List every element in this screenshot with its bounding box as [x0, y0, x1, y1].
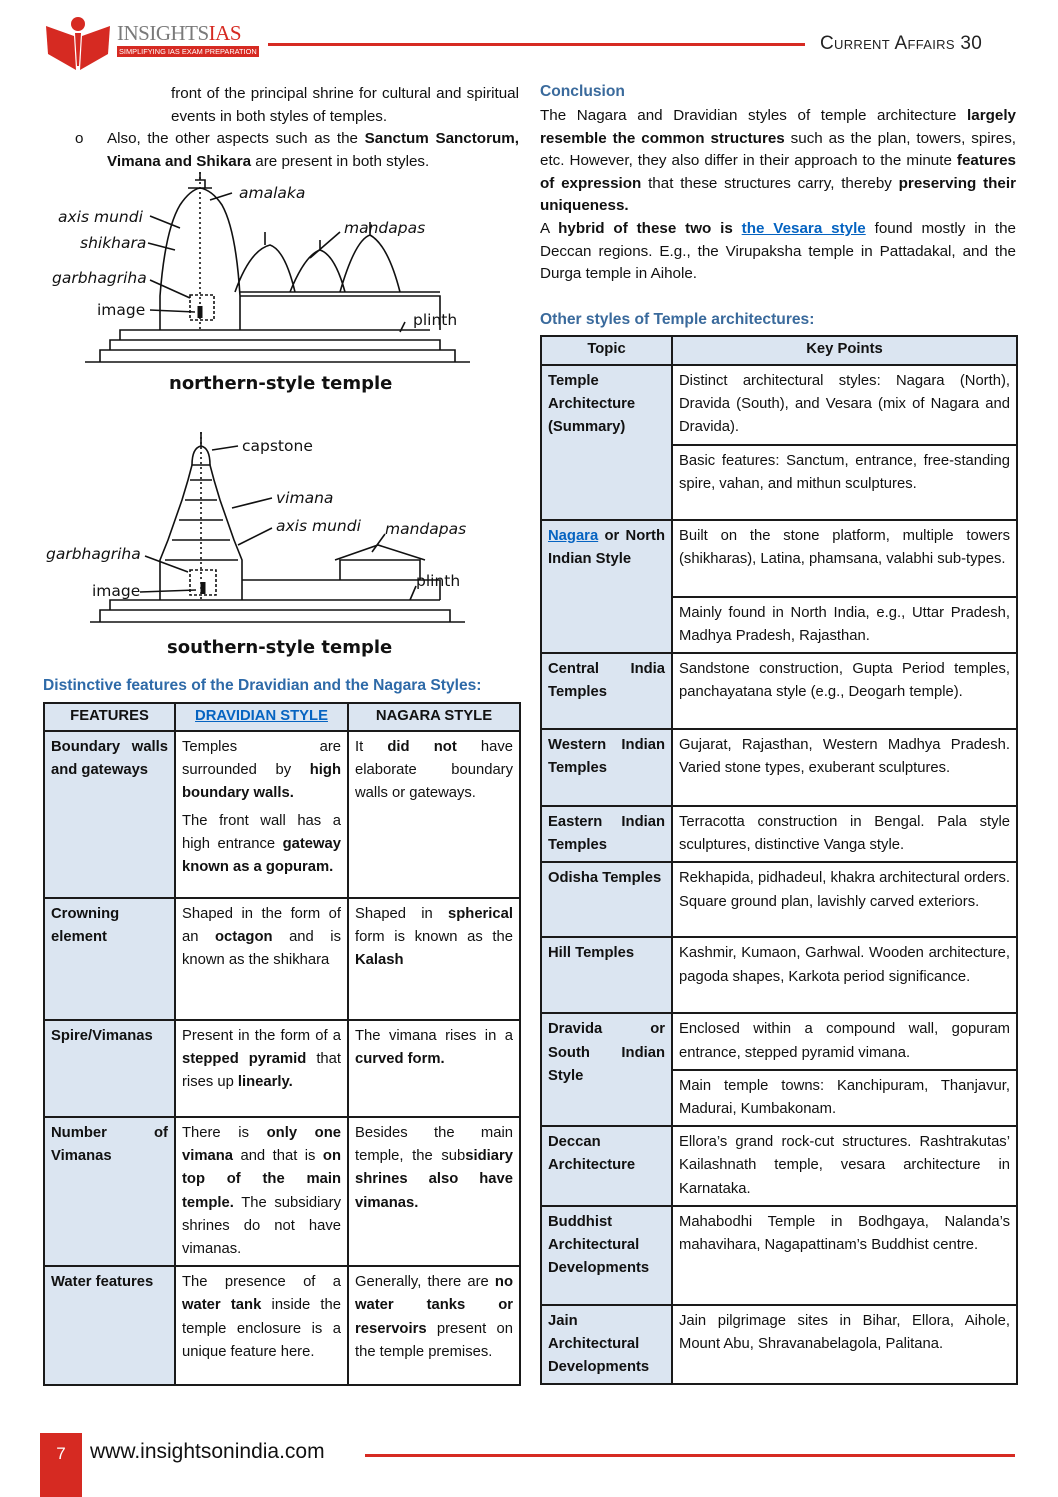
- bold-text: largely resemble the common structures: [540, 107, 1016, 147]
- text-run: Western Indian Temples: [548, 737, 665, 777]
- page-number: 7: [56, 1444, 66, 1463]
- right-table-title: Other styles of Temple architectures:: [540, 311, 815, 328]
- topic-cell: [541, 806, 672, 862]
- bold-text: on top of the main temple.: [182, 1148, 341, 1211]
- dravidian-cell: [175, 731, 348, 898]
- text-run: Also, the other aspects such as the: [107, 130, 365, 147]
- topic-cell: [541, 1305, 672, 1385]
- text-run: The front wall has a high entrance: [182, 812, 341, 852]
- dravidian-cell: [175, 1020, 348, 1117]
- bold-text: Kalash: [355, 952, 404, 969]
- key-point-cell: Built on the stone platform, multiple towers (shikharas), Latina, phamsana, valabhi sub-types.: [672, 520, 1017, 597]
- page-title: Current Affairs 30: [820, 33, 983, 54]
- text-run: that rises up: [182, 1051, 342, 1091]
- footer-url[interactable]: www.insightsonindia.com: [90, 1440, 325, 1463]
- nagara-cell: [348, 1020, 520, 1117]
- col-header-features: FEATURES: [44, 703, 175, 731]
- text-run: that these structures carry, thereby: [641, 174, 899, 192]
- text-run: Temple Architecture (Summary): [548, 373, 636, 436]
- nagara-cell: [348, 731, 520, 898]
- table-row: [541, 806, 1017, 862]
- bold-text: no water tanks or reservoirs: [355, 1274, 513, 1337]
- label-plinth-south: plinth: [416, 572, 461, 590]
- dravidian-cell: [175, 1266, 348, 1385]
- text-run: Deccan Architecture: [548, 1134, 636, 1174]
- logo-text-accent: IAS: [208, 21, 242, 45]
- key-point-cell: Enclosed within a compound wall, gopuram entrance, stepped pyramid vimana.: [672, 1013, 1017, 1069]
- key-point-cell: Mahabodhi Temple in Bodhgaya, Nalanda’s mahavihara, Nagapattinam’s Buddhist centre.: [672, 1206, 1017, 1305]
- feature-cell: Spire/Vimanas: [44, 1020, 175, 1117]
- table-row: [44, 898, 520, 1020]
- bold-text: curved form.: [355, 1051, 445, 1068]
- table-row: [541, 365, 1017, 445]
- text-run: have elaborate boundary walls or gateways.: [355, 739, 513, 802]
- label-image: image: [97, 301, 146, 319]
- comparison-table: [43, 702, 521, 1386]
- bold-text: octagon: [215, 929, 273, 946]
- table-row: [541, 1206, 1017, 1305]
- vesara-paragraph: [540, 218, 1016, 286]
- topic-cell: [541, 520, 672, 653]
- text-run: are present in both styles.: [251, 152, 430, 170]
- text-run: front of the principal shrine for cultural and spiritual events in both styles of temples.: [171, 85, 519, 125]
- key-point-cell: Distinct architectural styles: Nagara (North), Dravida (South), and Vesara (mix of Nagara and Dravida).: [672, 365, 1017, 445]
- label-garbhagriha-south: garbhagriha: [46, 545, 141, 563]
- topic-cell: [541, 365, 672, 520]
- nagara-cell: [348, 1117, 520, 1266]
- table-row: [44, 1020, 520, 1117]
- cell-paragraph: [182, 1271, 341, 1364]
- bullet-text: [107, 128, 519, 173]
- text-run: Temples are surrounded by: [182, 739, 341, 779]
- table-row: [44, 1117, 520, 1266]
- bold-text: linearly.: [237, 1074, 293, 1091]
- key-point-cell: Terracotta construction in Bengal. Pala style sculptures, distinctive Vanga style.: [672, 806, 1017, 862]
- label-vimana: vimana: [276, 489, 334, 507]
- text-run: Eastern Indian Temples: [548, 814, 665, 854]
- text-run: and that is: [233, 1148, 323, 1165]
- bold-text: preserving their uniqueness.: [540, 174, 1016, 215]
- text-run: A: [540, 220, 559, 237]
- key-point-cell: Basic features: Sanctum, entrance, free-standing spire, vahan, and mithun sculptures.: [672, 445, 1017, 520]
- topic-cell: [541, 1126, 672, 1206]
- bold-text: features of expression: [540, 152, 1016, 192]
- cell-paragraph: [182, 903, 341, 973]
- col-header-nagara: NAGARA STYLE: [348, 703, 520, 731]
- bold-text: Sanctum Sanctorum, Vimana and Shikara: [107, 130, 519, 170]
- text-run: form is known as the: [355, 929, 513, 946]
- cell-paragraph: [355, 903, 513, 973]
- dravidian-link[interactable]: DRAVIDIAN STYLE: [195, 708, 328, 724]
- label-image-south: image: [92, 582, 141, 600]
- header-rule: [268, 43, 805, 46]
- inline-link[interactable]: the Vesara style: [741, 220, 866, 237]
- nagara-cell: [348, 898, 520, 1020]
- table-row: [541, 729, 1017, 806]
- dravidian-cell: [175, 898, 348, 1020]
- table-row: [44, 731, 520, 898]
- bullet-marker: o: [75, 130, 84, 147]
- feature-cell: Boundary walls and gateways: [44, 731, 175, 898]
- key-point-cell: Kashmir, Kumaon, Garhwal. Wooden architecture, pagoda shapes, Karkota period significance.: [672, 937, 1017, 1013]
- table-row: [541, 937, 1017, 1013]
- text-run: Generally, there are: [355, 1274, 495, 1291]
- footer-rule: [365, 1454, 1015, 1457]
- table-row: [44, 1266, 520, 1385]
- col-header-dravidian[interactable]: [175, 703, 348, 731]
- table-row: [541, 520, 1017, 597]
- key-point-cell: Gujarat, Rajasthan, Western Madhya Pradesh. Varied stone types, exuberant sculptures.: [672, 729, 1017, 806]
- label-garbhagriha: garbhagriha: [52, 269, 147, 287]
- feature-cell: Number of Vimanas: [44, 1117, 175, 1266]
- logo: [44, 14, 257, 72]
- text-run: Jain Architectural Developments: [548, 1312, 650, 1376]
- dravidian-cell: [175, 1117, 348, 1266]
- text-run: The vimana rises in a: [355, 1028, 513, 1044]
- label-axis-mundi: axis mundi: [58, 208, 143, 226]
- table-row: [541, 1013, 1017, 1069]
- cell-paragraph: [355, 1271, 513, 1364]
- bold-text: water tank: [182, 1297, 262, 1314]
- label-plinth: plinth: [413, 311, 458, 329]
- text-run: Dravida or South Indian Style: [548, 1021, 665, 1084]
- table-row: [541, 1126, 1017, 1206]
- text-run: present on the temple premises.: [355, 1320, 513, 1360]
- feature-cell: Crowning element: [44, 898, 175, 1020]
- book-logo-icon: [44, 14, 112, 72]
- text-run: inside the temple enclosure is a unique feature here.: [182, 1297, 341, 1360]
- table-row: [541, 1305, 1017, 1385]
- bold-text: spherical: [448, 906, 513, 922]
- text-run: It: [355, 739, 388, 755]
- feature-cell: Water features: [44, 1266, 175, 1385]
- text-run: The subsidiary shrines do not have vimanas.: [182, 1194, 341, 1258]
- table-row: [541, 653, 1017, 729]
- cell-paragraph: [182, 1122, 341, 1261]
- logo-text-main: INSIGHTS: [117, 21, 209, 45]
- logo-tagline: SIMPLIFYING IAS EXAM PREPARATION: [119, 47, 257, 56]
- text-run: Odisha Temples: [548, 870, 662, 887]
- caption-southern-style: southern-style temple: [167, 637, 393, 658]
- conclusion-paragraph: [540, 105, 1016, 218]
- nagara-cell: [348, 1266, 520, 1385]
- text-run: Besides the main temple, the sub: [355, 1125, 513, 1165]
- bold-text: sidiary shrines also have vimanas.: [355, 1148, 513, 1211]
- text-run: Central India Temples: [548, 661, 665, 701]
- topic-cell: [541, 862, 672, 937]
- cell-paragraph: [182, 736, 341, 806]
- text-run: The Nagara and Dravidian styles of temple architecture: [540, 107, 968, 124]
- label-mandapas: mandapas: [344, 219, 426, 237]
- label-axis-mundi-south: axis mundi: [276, 517, 361, 535]
- cell-paragraph: [355, 1025, 513, 1071]
- key-point-cell: Mainly found in North India, e.g., Uttar Pradesh, Madhya Pradesh, Rajasthan.: [672, 597, 1017, 653]
- text-run: and is known as the shikhara: [182, 929, 341, 969]
- conclusion-heading: Conclusion: [540, 83, 625, 100]
- cell-paragraph: [355, 1122, 513, 1215]
- topic-cell: [541, 937, 672, 1013]
- cell-paragraph: [182, 810, 341, 880]
- topic-cell: [541, 653, 672, 729]
- bold-text: gateway known as a gopuram.: [182, 835, 341, 876]
- table-row: [541, 862, 1017, 937]
- label-amalaka: amalaka: [239, 184, 306, 202]
- bold-text: only one vimana: [182, 1125, 341, 1165]
- label-shikhara: shikhara: [80, 234, 147, 252]
- caption-northern-style: northern-style temple: [169, 373, 393, 394]
- key-point-cell: Sandstone construction, Gupta Period temples, panchayatana style (e.g., Deogarh temple).: [672, 653, 1017, 729]
- cell-paragraph: [355, 736, 513, 806]
- topic-cell: [541, 1013, 672, 1126]
- page-number-box: [40, 1433, 82, 1497]
- text-run: Shaped in: [355, 906, 449, 922]
- text-run: Buddhist Architectural Developments: [548, 1213, 650, 1277]
- label-capstone: capstone: [242, 437, 313, 455]
- cell-paragraph: [182, 1025, 341, 1095]
- topic-cell: [541, 729, 672, 806]
- left-table-title: Distinctive features of the Dravidian and the Nagara Styles:: [43, 677, 482, 694]
- label-mandapas-south: mandapas: [385, 520, 467, 538]
- text-run: Shaped in the form of an: [182, 906, 341, 946]
- text-run: such as the plan, towers, spires, etc. However, they also differ in their approach to the minute: [540, 129, 1017, 170]
- text-run: The presence of a: [182, 1274, 341, 1291]
- text-run: There is: [182, 1125, 267, 1141]
- inline-link[interactable]: Nagara: [548, 527, 599, 544]
- text-run: Present in the form of a: [182, 1028, 341, 1044]
- bold-text: hybrid of these two is: [558, 220, 742, 237]
- key-point-cell: Main temple towns: Kanchipuram, Thanjavur, Madurai, Kumbakonam.: [672, 1070, 1017, 1126]
- bold-text: high boundary walls.: [182, 762, 341, 802]
- other-styles-table: [540, 335, 1018, 1385]
- temple-diagram: [40, 170, 480, 665]
- key-point-cell: Rekhapida, pidhadeul, khakra architectural orders. Square ground plan, lavishly carved exteriors.: [672, 862, 1017, 937]
- key-point-cell: Jain pilgrimage sites in Bihar, Ellora, Aihole, Mount Abu, Shravanabelagola, Palitana.: [672, 1305, 1017, 1385]
- text-run: or North Indian Style: [548, 527, 665, 567]
- topic-cell: [541, 1206, 672, 1305]
- col-header-key-points: Key Points: [672, 336, 1017, 365]
- key-point-cell: Ellora’s grand rock-cut structures. Rashtrakutas’ Kailashnath temple, vesara architecture in Karnataka.: [672, 1126, 1017, 1206]
- col-header-topic: Topic: [541, 336, 672, 365]
- intro-continued: [171, 83, 519, 128]
- bold-text: did not: [387, 739, 457, 755]
- bold-text: stepped pyramid: [182, 1051, 307, 1068]
- text-run: Hill Temples: [548, 945, 635, 962]
- text-run: found mostly in the Deccan regions. E.g., the Virupaksha temple in Pattadakal, and the Durga temple in Aihole.: [540, 220, 1016, 283]
